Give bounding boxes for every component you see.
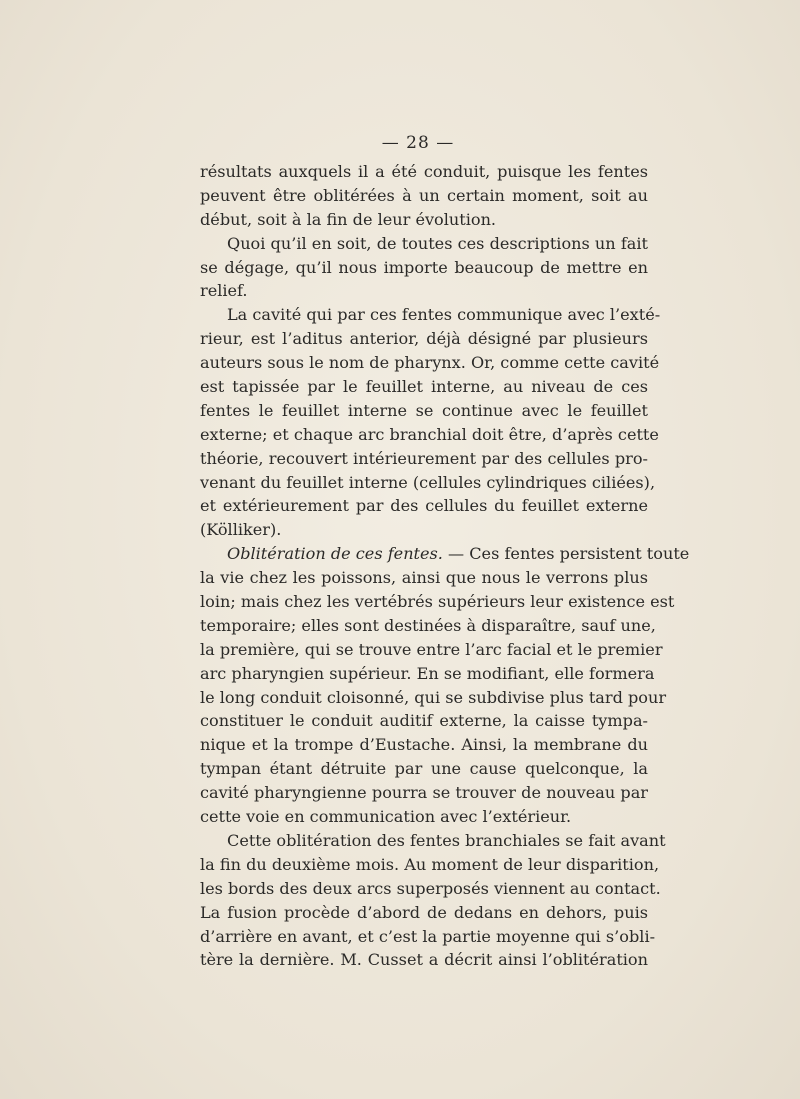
text-line [200,901,648,925]
line-text: est tapissée par le feuillet interne, au niveau de ces [200,377,648,397]
text-line [200,709,648,733]
text-line [200,590,675,614]
text-line [200,948,648,972]
text-line [200,829,666,853]
line-text: loin; mais chez les vertébrés supérieurs leur existence est [200,592,675,612]
line-text: tympan étant détruite par une cause quelconque, la [200,759,648,779]
line-text: (Kölliker). [200,520,282,540]
line-text: peuvent être oblitérées à un certain moment, soit au [200,185,648,205]
text-line [200,877,661,901]
text-line [200,256,648,280]
line-text: la vie chez les poissons, ainsi que nous le verrons plus [200,568,648,588]
text-line [200,566,648,590]
text-line [200,614,656,638]
text-line [200,853,660,877]
line-text: Quoi qu’il en soit, de toutes ces descriptions un fait [227,233,648,253]
line-text: fentes le feuillet interne se continue avec le feuillet [200,400,648,420]
line-text: externe; et chaque arc branchial doit être, d’après cette [200,424,659,444]
text-line [200,494,648,518]
text-line [200,638,663,662]
line-text: relief. [200,281,248,301]
text-line [200,733,648,757]
line-text: début, soit à la fin de leur évolution. [200,209,497,229]
line-text: la fin du deuxième mois. Au moment de leur disparition, [200,854,660,874]
line-text: tère la dernière. M. Cusset a décrit ainsi l’oblitération [200,950,648,970]
text-line [200,279,648,303]
text-line [200,375,648,399]
line-text: Cette oblitération des fentes branchiales se fait avant [227,830,666,850]
text-line [200,471,656,495]
line-text: la première, qui se trouve entre l’arc facial et le premier [200,639,663,659]
text-line [200,399,648,423]
text-line [200,805,648,829]
line-text: se dégage, qu’il nous importe beaucoup de mettre en [200,257,648,277]
line-text: cavité pharyngienne pourra se trouver de nouveau par [200,783,648,803]
text-line [200,351,660,375]
text-line [200,208,648,232]
text-line [200,686,667,710]
line-text: d’arrière en avant, et c’est la partie moyenne qui s’obli- [200,926,656,946]
text-line [200,518,648,542]
line-text: théorie, recouvert intérieurement par des cellules pro- [200,448,648,468]
line-text: les bords des deux arcs superposés viennent au contact. [200,878,661,898]
line-text: le long conduit cloisonné, qui se subdivise plus tard pour [200,687,667,707]
line-text: résultats auxquels il a été conduit, puisque les fentes [200,162,648,181]
line-text: temporaire; elles sont destinées à disparaître, sauf une, [200,615,656,635]
line-text: auteurs sous le nom de pharynx. Or, comme cette cavité [200,353,660,373]
line-text: rieur, est l’aditus anterior, déjà désigné par plusieurs [200,329,648,349]
line-text: — Ces fentes persistent toute [442,544,690,564]
line-text: nique et la trompe d’Eustache. Ainsi, la membrane du [200,735,648,755]
line-text: cette voie en communication avec l’extérieur. [200,807,572,827]
section-heading: Oblitération de ces fentes. [227,544,443,564]
text-line [200,184,648,208]
text-line [200,327,648,351]
text-line [200,925,656,949]
body-text [200,160,690,972]
text-line [200,447,648,471]
page-number: — 28 — [381,133,455,153]
text-line [200,160,648,184]
text-line [200,423,659,447]
text-line [200,757,648,781]
line-text: La fusion procède d’abord de dedans en dehors, puis [200,902,648,922]
text-line [200,781,648,805]
text-line [200,303,661,327]
line-text: constituer le conduit auditif externe, la caisse tympa- [200,711,648,731]
line-text: et extérieurement par des cellules du feuillet externe [200,496,648,516]
text-line [200,542,690,566]
line-text: arc pharyngien supérieur. En se modifiant, elle formera [200,663,655,683]
line-text: venant du feuillet interne (cellules cylindriques ciliées), [200,472,656,492]
text-line [200,232,648,256]
line-text: La cavité qui par ces fentes communique avec l’exté- [227,305,661,325]
text-line [200,662,655,686]
